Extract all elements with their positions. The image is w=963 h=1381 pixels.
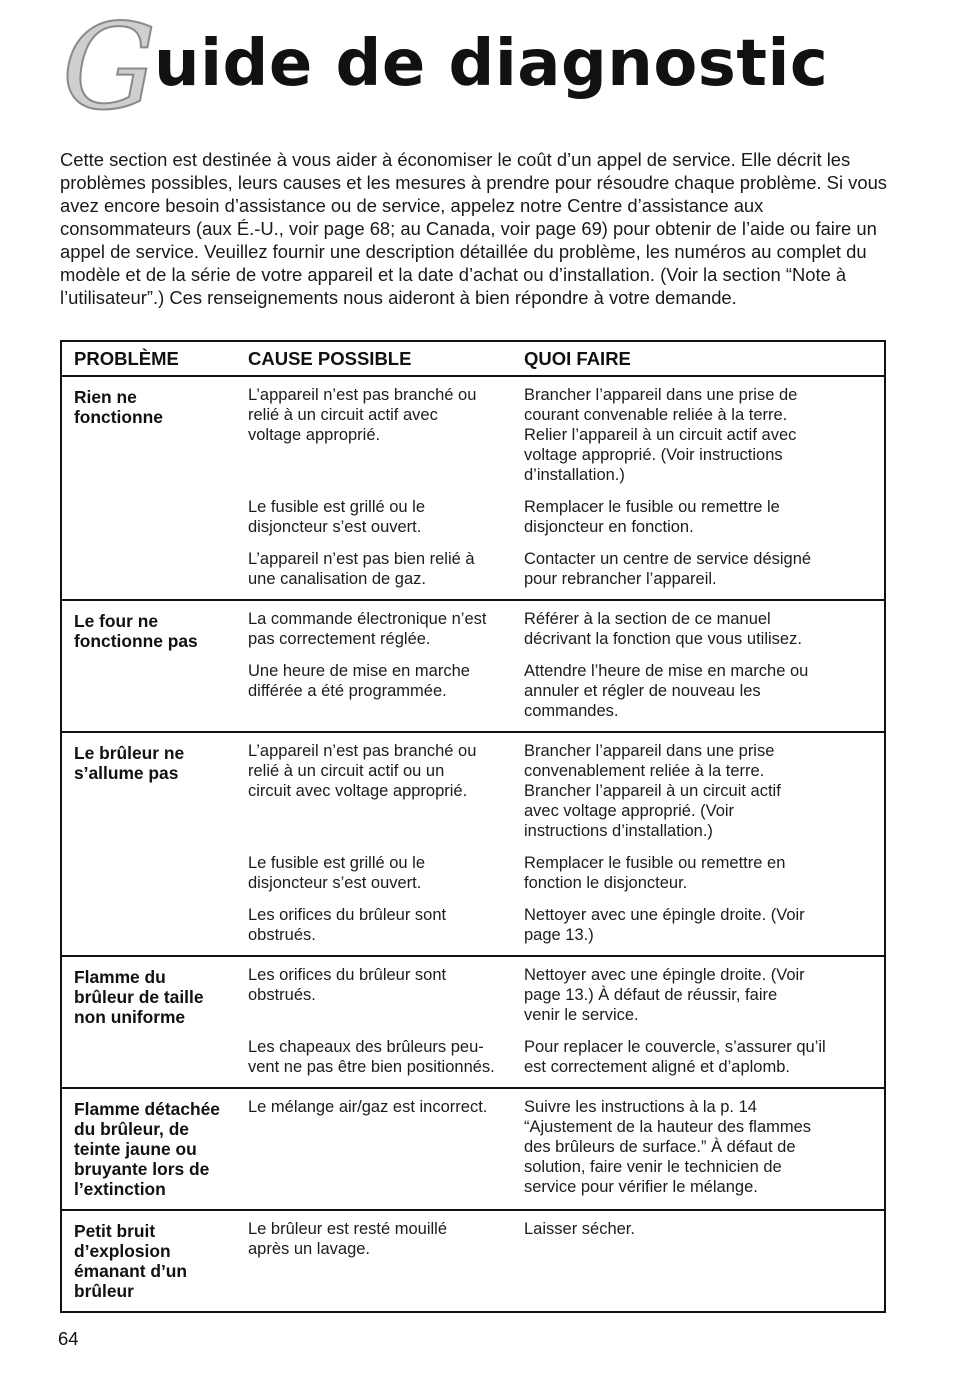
cause-cell: Les orifices du brûleur sont obstrués. xyxy=(248,906,447,944)
page-number: 64 xyxy=(58,1328,79,1349)
cause-fix-pair xyxy=(234,497,884,537)
cause-fix-pair xyxy=(234,905,884,945)
problem-cell: Le brûleur ne s’allume pas xyxy=(74,743,185,783)
header-cause: CAUSE POSSIBLE xyxy=(248,347,412,369)
cause-cell: Le fusible est grillé ou le disjoncteur s’est ouvert. xyxy=(248,854,426,892)
cause-fix-pair xyxy=(234,1037,884,1077)
fix-cell: Remplacer le fusible ou remettre en fonction le disjoncteur. xyxy=(524,854,786,892)
problem-cell: Le four ne fonctionne pas xyxy=(74,611,198,651)
table-row xyxy=(62,1089,884,1211)
table-header xyxy=(62,342,884,377)
diagnostic-table xyxy=(60,340,886,1313)
cause-cell: L’appareil n’est pas branché ou relié à un circuit actif ou un circuit avec voltage approprié. xyxy=(248,742,477,800)
cause-fix-group xyxy=(234,965,884,1077)
fix-cell: Brancher l’appareil dans une prise convenablement reliée à la terre. Brancher l’appareil à un circuit actif avec voltage approprié. (Voir instructions d’installation.) xyxy=(524,742,781,840)
table-row xyxy=(62,1211,884,1311)
fix-cell: Suivre les instructions à la p. 14 “Ajustement de la hauteur des flammes des brûleurs de surface.” À défaut de solution, faire venir le technicien de service pour vérifier le mélange. xyxy=(524,1098,812,1196)
cause-cell: Une heure de mise en marche différée a été programmée. xyxy=(248,662,470,700)
cause-cell: L’appareil n’est pas bien relié à une canalisation de gaz. xyxy=(248,550,475,588)
cause-fix-pair xyxy=(234,549,884,589)
fix-cell: Attendre l’heure de mise en marche ou annuler et régler de nouveau les commandes. xyxy=(524,662,809,720)
cause-fix-pair xyxy=(234,741,884,841)
problem-cell: Petit bruit d’explosion émanant d’un brûleur xyxy=(74,1221,188,1301)
table-row xyxy=(62,601,884,733)
drop-cap-letter: G xyxy=(62,0,157,136)
problem-cell: Flamme du brûleur de taille non uniforme xyxy=(74,967,204,1027)
cause-fix-pair xyxy=(234,1219,884,1259)
page-title-text: uide de diagnostic xyxy=(154,27,829,101)
fix-cell: Nettoyer avec une épingle droite. (Voir page 13.) À défaut de réussir, faire venir le service. xyxy=(524,966,805,1024)
fix-cell: Contacter un centre de service désigné pour rebrancher l’appareil. xyxy=(524,550,812,588)
cause-cell: La commande électronique n’est pas correctement réglée. xyxy=(248,610,487,648)
table-row xyxy=(62,957,884,1089)
intro-paragraph: Cette section est destinée à vous aider à économiser le coût d’un appel de service. Elle décrit les problèmes possibles, leurs causes et les mesures à prendre pour résoudre chaque problème. Si vous avez encore besoin d’assistance ou de service, appelez notre Centre d’assistance aux consommateurs (aux É.-U., voir page 68; au Canada, voir page 69) pour obtenir de l’aide ou faire un appel de service. Veuillez fournir une description détaillée du problème, les numéros au complet du modèle et de la série de votre appareil et la date d’achat ou d’installation. (Voir la section “Note à l’utilisateur”.) Ces renseignements nous aideront à bien répondre à votre demande. xyxy=(60,149,887,308)
fix-cell: Pour replacer le couvercle, s’assurer qu’il est correctement aligné et d’aplomb. xyxy=(524,1038,826,1076)
cause-fix-pair xyxy=(234,853,884,893)
cause-fix-group xyxy=(234,1097,884,1199)
page-title xyxy=(62,0,829,138)
fix-cell: Nettoyer avec une épingle droite. (Voir page 13.) xyxy=(524,906,805,944)
cause-fix-pair xyxy=(234,609,884,649)
cause-cell: L’appareil n’est pas branché ou relié à un circuit actif avec voltage approprié. xyxy=(248,386,477,444)
problem-cell: Rien ne fonctionne xyxy=(74,387,163,427)
cause-cell: Le brûleur est resté mouillé après un lavage. xyxy=(248,1220,448,1258)
cause-cell: Le fusible est grillé ou le disjoncteur s’est ouvert. xyxy=(248,498,426,536)
fix-cell: Remplacer le fusible ou remettre le disjoncteur en fonction. xyxy=(524,498,780,536)
header-fix: QUOI FAIRE xyxy=(524,347,631,369)
problem-cell: Flamme détachée du brûleur, de teinte jaune ou bruyante lors de l’extinction xyxy=(74,1099,220,1199)
table-row xyxy=(62,377,884,601)
cause-cell: Les chapeaux des brûleurs peu- vent ne pas être bien positionnés. xyxy=(248,1038,495,1076)
cause-fix-group xyxy=(234,385,884,589)
fix-cell: Laisser sécher. xyxy=(524,1220,635,1238)
header-problem: PROBLÈME xyxy=(74,347,179,369)
table-row xyxy=(62,733,884,957)
cause-fix-group xyxy=(234,741,884,945)
fix-cell: Brancher l’appareil dans une prise de courant convenable reliée à la terre. Relier l’appareil à un circuit actif avec voltage approprié. (Voir instructions d’installation.) xyxy=(524,386,798,484)
cause-fix-pair xyxy=(234,965,884,1025)
cause-cell: Les orifices du brûleur sont obstrués. xyxy=(248,966,447,1004)
cause-fix-group xyxy=(234,609,884,721)
fix-cell: Référer à la section de ce manuel décrivant la fonction que vous utilisez. xyxy=(524,610,802,648)
cause-fix-pair xyxy=(234,1097,884,1197)
cause-fix-pair xyxy=(234,385,884,485)
table-body xyxy=(62,377,884,1311)
cause-fix-group xyxy=(234,1219,884,1301)
cause-cell: Le mélange air/gaz est incorrect. xyxy=(248,1098,488,1116)
cause-fix-pair xyxy=(234,661,884,721)
